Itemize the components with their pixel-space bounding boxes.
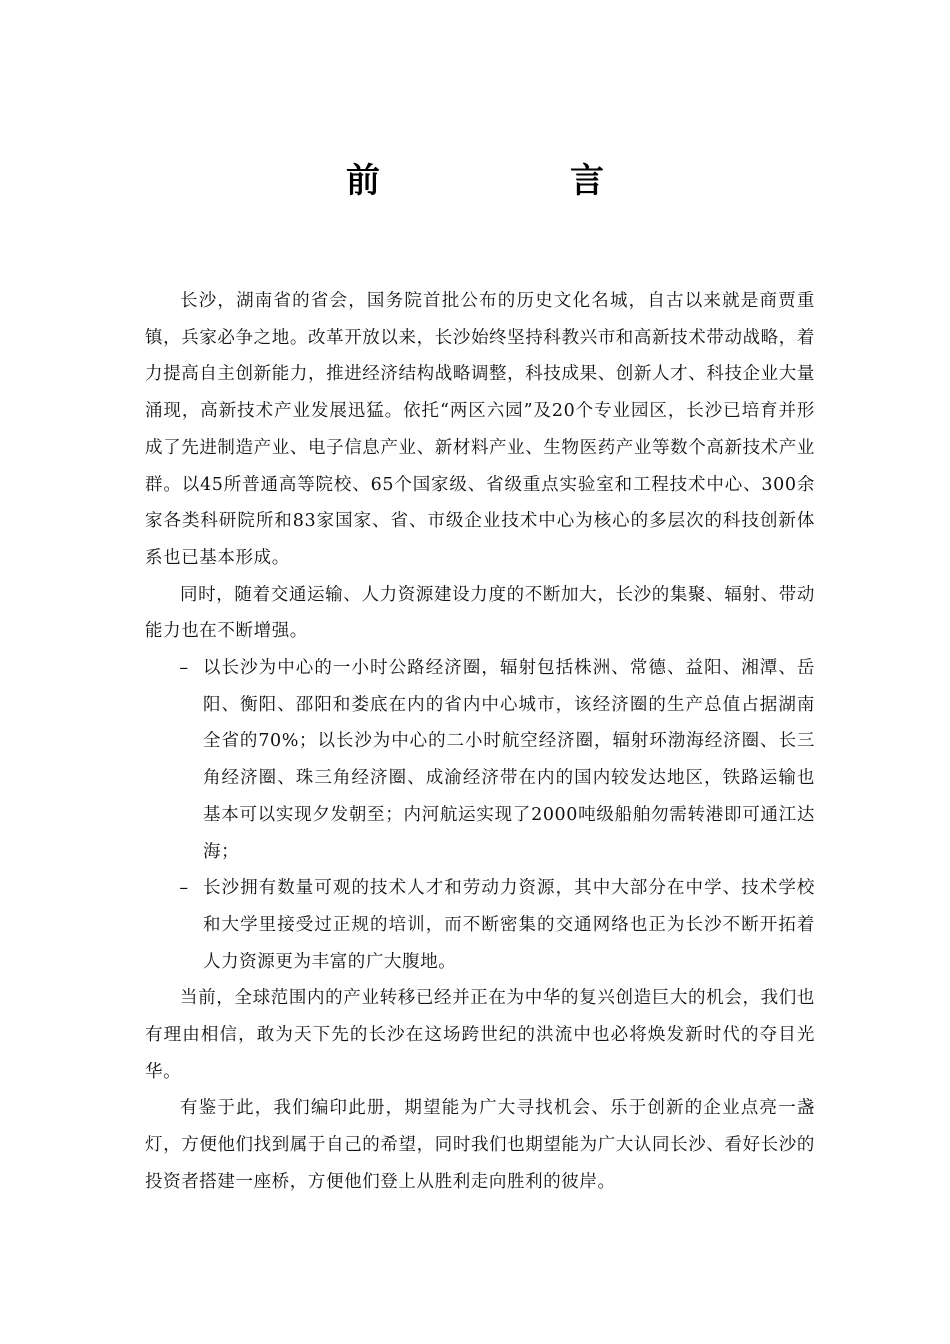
paragraph-intro: 长沙，湖南省的省会，国务院首批公布的历史文化名城，自古以来就是商贾重镇，兵家必争之地。改革开放以来，长沙始终坚持科教兴市和高新技术带动战略，着力提高自主创新能力，推进经济结构战略调整，科技成果、创新人才、科技企业大量涌现，高新技术产业发展迅猛。依托“两区六园”及20个专业园区，长沙已培育并形成了先进制造产业、电子信息产业、新材料产业、生物医药产业等数个高新技术产业群。以45所普通高等院校、65个国家级、省级重点实验室和工程技术中心、300余家各类科研院所和83家国家、省、市级企业技术中心为核心的多层次的科技创新体系也已基本形成。: [145, 291, 815, 568]
dash-bullet-icon: –: [179, 658, 189, 679]
paragraph-opportunity: 当前，全球范围内的产业转移已经并正在为中华的复兴创造巨大的机会，我们也有理由相信，敢为天下先的长沙在这场跨世纪的洪流中也必将焕发新时代的夺目光华。: [145, 988, 815, 1082]
list-item-text: 长沙拥有数量可观的技术人才和劳动力资源，其中大部分在中学、技术学校和大学里接受过正规的培训，而不断密集的交通网络也正为长沙不断开拓着人力资源更为丰富的广大腹地。: [203, 878, 815, 972]
paragraph-purpose: 有鉴于此，我们编印此册，期望能为广大寻找机会、乐于创新的企业点亮一盏灯，方便他们找到属于自己的希望，同时我们也期望能为广大认同长沙、看好长沙的投资者搭建一座桥，方便他们登上从胜利走向胜利的彼岸。: [145, 1098, 815, 1192]
document-body: [145, 283, 815, 1201]
bullet-list: [145, 650, 815, 980]
page-title: 前 言: [346, 161, 682, 201]
list-item: [145, 870, 815, 980]
list-item: [145, 650, 815, 870]
list-item-text: 以长沙为中心的一小时公路经济圈，辐射包括株洲、常德、益阳、湘潭、岳阳、衡阳、邵阳和娄底在内的省内中心城市，该经济圈的生产总值占据湖南全省的70%；以长沙为中心的二小时航空经济圈，辐射环渤海经济圈、长三角经济圈、珠三角经济圈、成渝经济带在内的国内较发达地区，铁路运输也基本可以实现夕发朝至；内河航运实现了2000吨级船舶勿需转港即可通江达海；: [203, 658, 815, 862]
paragraph-transport: 同时，随着交通运输、人力资源建设力度的不断加大，长沙的集聚、辐射、带动能力也在不断增强。: [145, 584, 815, 642]
dash-bullet-icon: –: [179, 878, 189, 899]
